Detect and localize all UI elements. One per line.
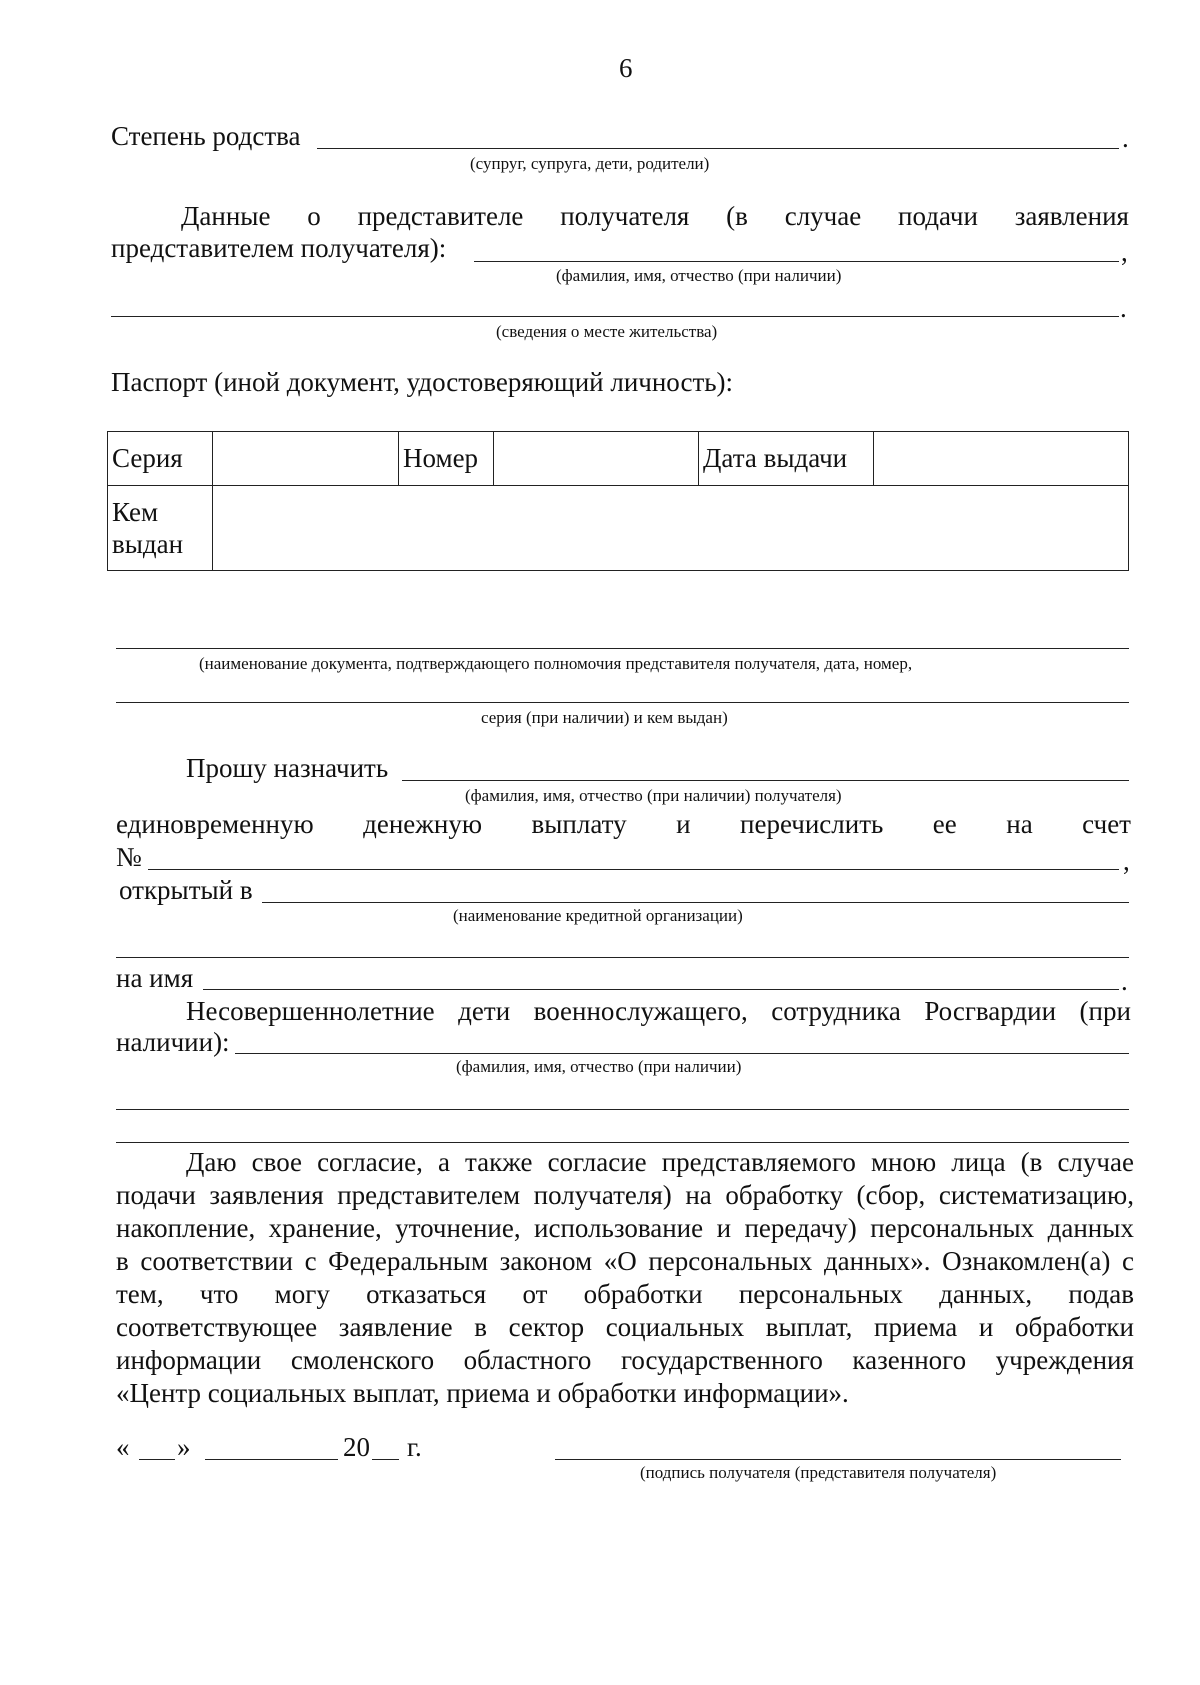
representative-intro-word: подачи [898,201,978,231]
consent-word: информации [116,1345,262,1375]
consent-word: персональных [648,1246,813,1276]
consent-word: и [716,1213,732,1243]
consent-word: обработки [583,1279,703,1309]
request-bank-field[interactable] [262,902,1129,903]
consent-word: обработку [725,1180,843,1210]
representative-intro-word: представителе [357,201,524,231]
kinship-end: . [1122,123,1129,153]
request-line2-word: счет [1082,809,1131,839]
passport-issue-date-field[interactable] [874,432,1129,486]
request-line2-word: и [676,809,691,839]
kinship-label: Степень родства [111,121,301,151]
representative-intro-line2: представителем получателя): [111,233,447,263]
consent-word: систематизацию, [938,1180,1134,1210]
consent-word: «О [603,1246,637,1276]
request-line2-word: ее [932,809,957,839]
consent-word: получателя) [533,1180,672,1210]
date-month-field[interactable] [205,1459,338,1460]
passport-issue-date-label: Дата выдачи [699,432,874,486]
consent-word: соответствии [140,1246,293,1276]
authority-doc-hint-1: (наименование документа, подтверждающего полномочия представителя получателя, дата, номер, [199,654,913,673]
consent-line3 [116,1212,1134,1244]
representative-intro-word: о [307,201,321,231]
consent-word: лица [951,1147,1006,1177]
representative-name-field[interactable] [474,261,1119,262]
date-year-prefix: 20 [343,1432,370,1462]
consent-word: использование [534,1213,704,1243]
representative-intro-word: Данные [181,201,271,231]
children-line1-word: Росгвардии [924,996,1057,1026]
consent-line2 [116,1179,1134,1211]
children-line1-word: Несовершеннолетние [186,996,435,1026]
request-account-field[interactable] [148,869,1119,870]
children-hint: (фамилия, имя, отчество (при наличии) [456,1057,742,1076]
children-line1-word: сотрудника [771,996,901,1026]
authority-doc-field-1[interactable] [116,648,1129,649]
passport-heading: Паспорт (иной документ, удостоверяющий личность): [111,367,734,397]
children-line1-word: дети [458,996,511,1026]
representative-intro-word: заявления [1014,201,1129,231]
date-quote-close: » [177,1432,191,1462]
passport-issued-by-label-1: Кем [112,497,159,527]
consent-word: Даю [186,1147,237,1177]
representative-intro-word: случае [784,201,862,231]
consent-word: областного [463,1345,592,1375]
consent-word: согласие, [317,1147,423,1177]
request-account-end: , [1123,846,1130,876]
consent-word: учреждения [995,1345,1134,1375]
consent-word: данных [1047,1213,1134,1243]
passport-issued-by-label-2: выдан [112,529,184,559]
kinship-hint: (супруг, супруга, дети, родители) [470,154,710,173]
consent-word: мною [870,1147,937,1177]
children-line1-word: (при [1079,996,1131,1026]
consent-line6 [116,1311,1134,1343]
children-field-2[interactable] [116,1109,1129,1110]
consent-word: уточнение, [395,1213,521,1243]
consent-word: социальных [605,1312,745,1342]
consent-word: тем, [116,1279,164,1309]
representative-end-comma: , [1121,237,1128,267]
consent-word: подав [1068,1279,1134,1309]
request-recipient-hint: (фамилия, имя, отчество (при наличии) получателя) [465,786,842,805]
consent-word: заявление [338,1312,453,1342]
consent-line7 [116,1344,1134,1376]
request-line2-word: денежную [363,809,483,839]
date-year-field[interactable] [372,1459,399,1460]
children-line1-word: военнослужащего, [533,996,748,1026]
consent-word: (сбор, [856,1180,926,1210]
representative-intro-line [181,200,1129,232]
passport-table [107,431,1129,571]
request-bank-hint: (наименование кредитной организации) [453,906,743,925]
consent-word: представляемого [661,1147,856,1177]
passport-issued-by-field[interactable] [213,486,1129,571]
consent-word: согласие [547,1147,647,1177]
consent-word: смоленского [290,1345,435,1375]
request-name-label: на имя [116,963,194,993]
consent-word: государственного [620,1345,823,1375]
consent-word: приема [874,1312,958,1342]
consent-word: подачи [116,1180,196,1210]
consent-word: персональных [738,1279,903,1309]
representative-residence-field[interactable] [111,316,1119,317]
consent-word: Ознакомлен(а) [942,1246,1111,1276]
children-field-1[interactable] [235,1053,1129,1054]
authority-doc-hint-2: серия (при наличии) и кем выдан) [481,708,728,727]
representative-residence-hint: (сведения о месте жительства) [496,322,718,341]
passport-number-field[interactable] [494,432,699,486]
request-label: Прошу назначить [186,753,389,783]
passport-series-label: Серия [108,432,213,486]
request-name-field[interactable] [203,989,1119,990]
authority-doc-field-2[interactable] [116,702,1129,703]
consent-word: сектор [508,1312,585,1342]
date-year-suffix: г. [407,1432,422,1462]
consent-word: с [1122,1246,1134,1276]
consent-word: данных, [939,1279,1033,1309]
passport-series-field[interactable] [213,432,399,486]
consent-word: случае [1057,1147,1134,1177]
consent-line8: «Центр социальных выплат, приема и обработки информации». [116,1378,849,1408]
consent-word: казенного [852,1345,967,1375]
consent-word: отказаться [366,1279,487,1309]
representative-intro-word: (в [726,201,748,231]
consent-word: накопление, [116,1213,256,1243]
consent-word: и [978,1312,994,1342]
consent-line1 [186,1146,1134,1178]
representative-end-period: . [1120,293,1127,323]
consent-word: обработки [1014,1312,1134,1342]
request-line2-word: выплату [531,809,627,839]
consent-word: заявления [209,1180,324,1210]
consent-word: данных». [823,1246,931,1276]
consent-word: хранение, [268,1213,382,1243]
consent-word: также [465,1147,533,1177]
consent-word: что [199,1279,239,1309]
consent-word: законом [499,1246,593,1276]
consent-word: в [474,1312,487,1342]
passport-number-label: Номер [399,432,494,486]
consent-word: Федеральным [328,1246,489,1276]
passport-issued-by-label [108,486,213,571]
consent-line5 [116,1278,1134,1310]
signature-field[interactable] [555,1459,1121,1460]
page-number: 6 [619,53,633,83]
signature-hint: (подпись получателя (представителя получателя) [640,1463,997,1482]
consent-word: (в [1020,1147,1043,1177]
consent-word: персональных [870,1213,1035,1243]
request-opened-label: открытый в [119,875,253,905]
request-line2-word: перечислить [740,809,884,839]
kinship-field[interactable] [317,148,1119,149]
children-field-3[interactable] [116,1142,1129,1143]
date-day-field[interactable] [139,1459,175,1460]
request-account-label: № [116,842,142,872]
consent-word: соответствующее [116,1312,318,1342]
consent-word: могу [274,1279,330,1309]
representative-intro-word: получателя [560,201,690,231]
children-line1 [186,995,1131,1027]
consent-word: от [522,1279,548,1309]
request-line2 [116,808,1131,840]
children-line2: наличии): [116,1027,230,1057]
consent-word: с [304,1246,317,1276]
request-line2-word: единовременную [116,809,314,839]
consent-word: на [685,1180,712,1210]
consent-word: свое [251,1147,303,1177]
consent-word: передачу) [744,1213,857,1243]
consent-word: выплат, [765,1312,853,1342]
representative-name-hint: (фамилия, имя, отчество (при наличии) [556,266,842,285]
date-quote-open: « [116,1432,130,1462]
request-name-end: . [1121,966,1128,996]
request-line2-word: на [1006,809,1033,839]
request-bank-field-2[interactable] [116,957,1129,958]
consent-word: а [437,1147,450,1177]
consent-word: представителем [337,1180,521,1210]
consent-line4 [116,1245,1134,1277]
request-recipient-field[interactable] [402,780,1129,781]
consent-word: в [116,1246,129,1276]
